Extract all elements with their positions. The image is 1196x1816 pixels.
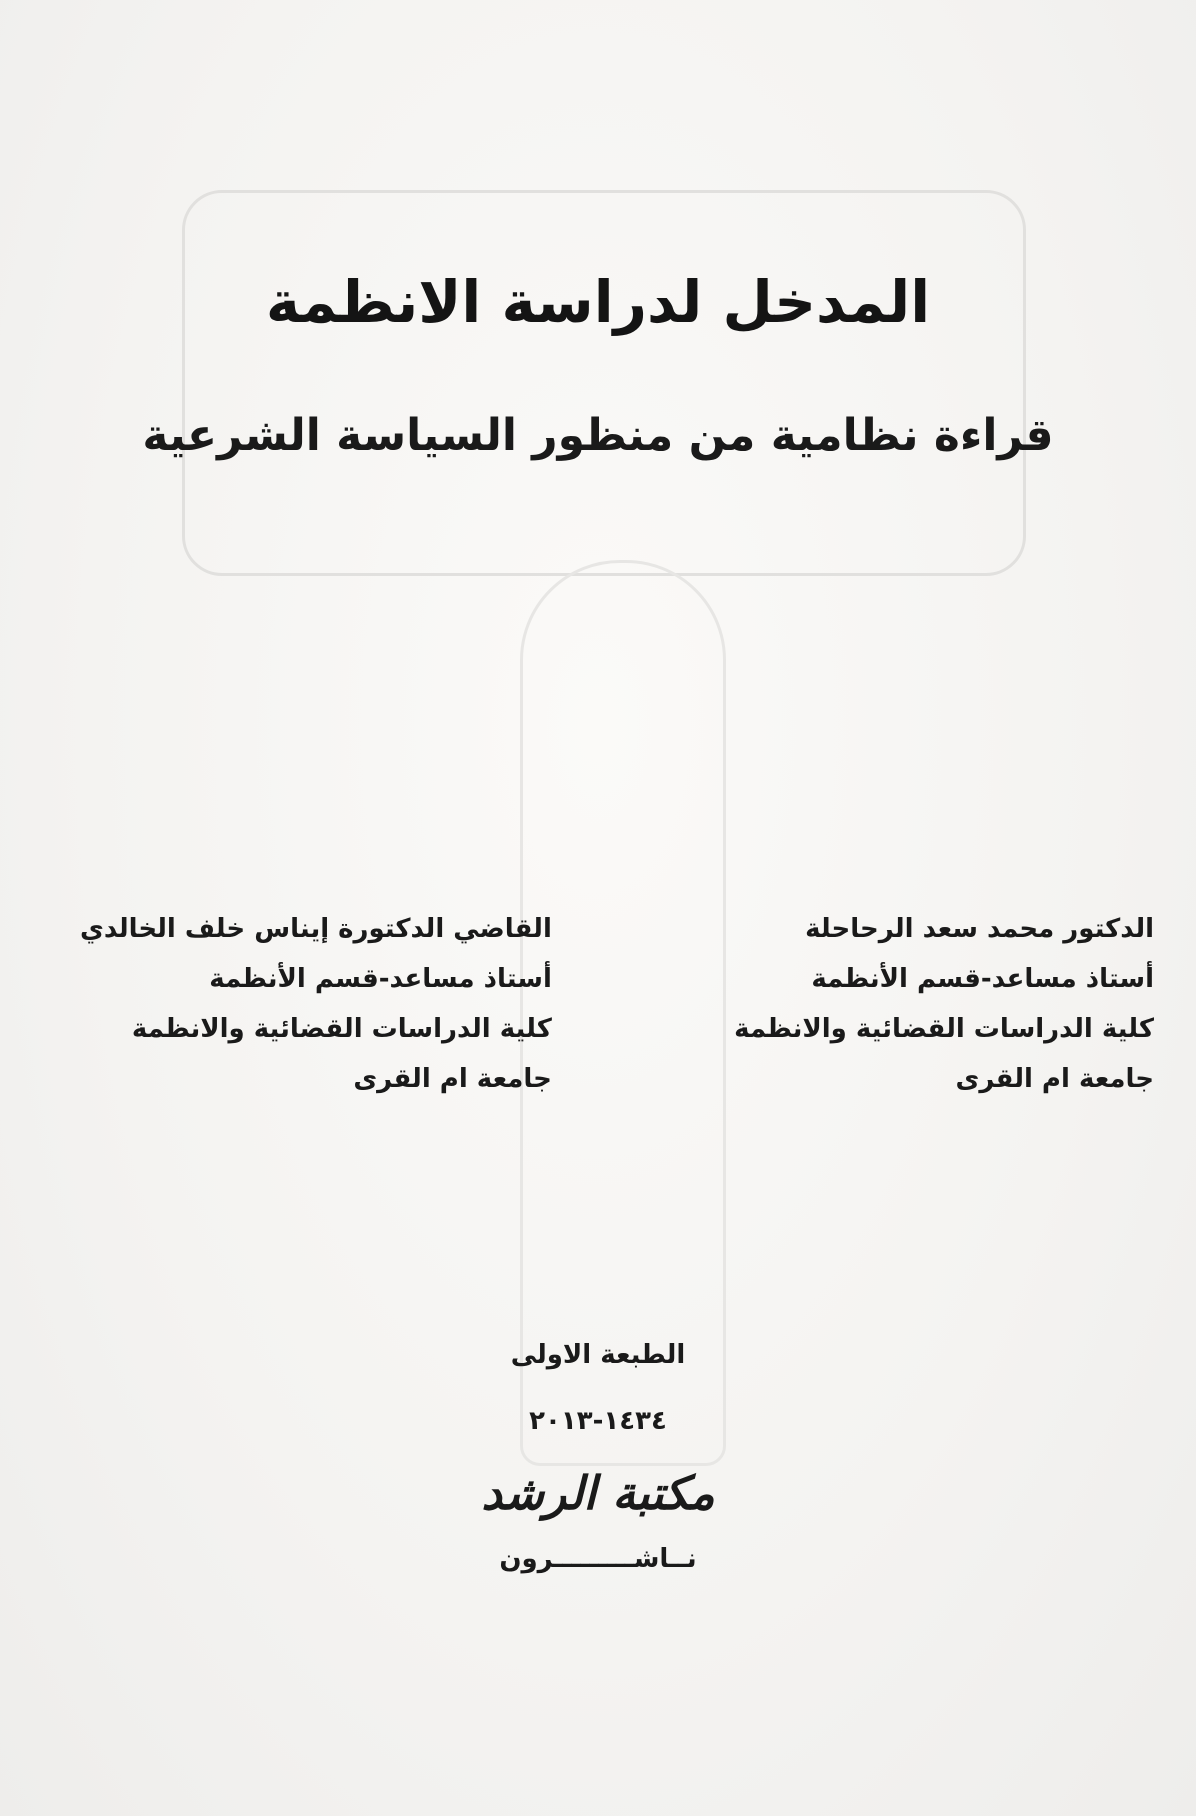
publisher-tagline: نــاشـــــــــرون [499, 1544, 697, 1574]
author-name: الدكتور محمد سعد الرحاحلة [805, 914, 1154, 944]
author-position: أستاذ مساعد-قسم الأنظمة [811, 964, 1154, 994]
author-1 [734, 908, 1154, 1100]
publication-year: ١٤٣٤-٢٠١٣ [529, 1406, 667, 1436]
author-college: كلية الدراسات القضائية والانظمة [734, 1014, 1154, 1044]
author-university: جامعة ام القرى [353, 1064, 552, 1094]
book-title: المدخل لدراسة الانظمة [265, 268, 931, 336]
bleed-through-frame [182, 190, 1026, 576]
book-subtitle: قراءة نظامية من منظور السياسة الشرعية [142, 410, 1054, 461]
edition-label: الطبعة الاولى [510, 1340, 686, 1370]
publisher-logo: مكتبة الرشد [481, 1466, 715, 1520]
author-2 [80, 908, 552, 1100]
author-position: أستاذ مساعد-قسم الأنظمة [209, 964, 552, 994]
author-name: القاضي الدكتورة إيناس خلف الخالدي [80, 914, 552, 944]
authors-block [80, 908, 1154, 1100]
author-college: كلية الدراسات القضائية والانظمة [131, 1014, 552, 1044]
author-university: جامعة ام القرى [955, 1064, 1154, 1094]
